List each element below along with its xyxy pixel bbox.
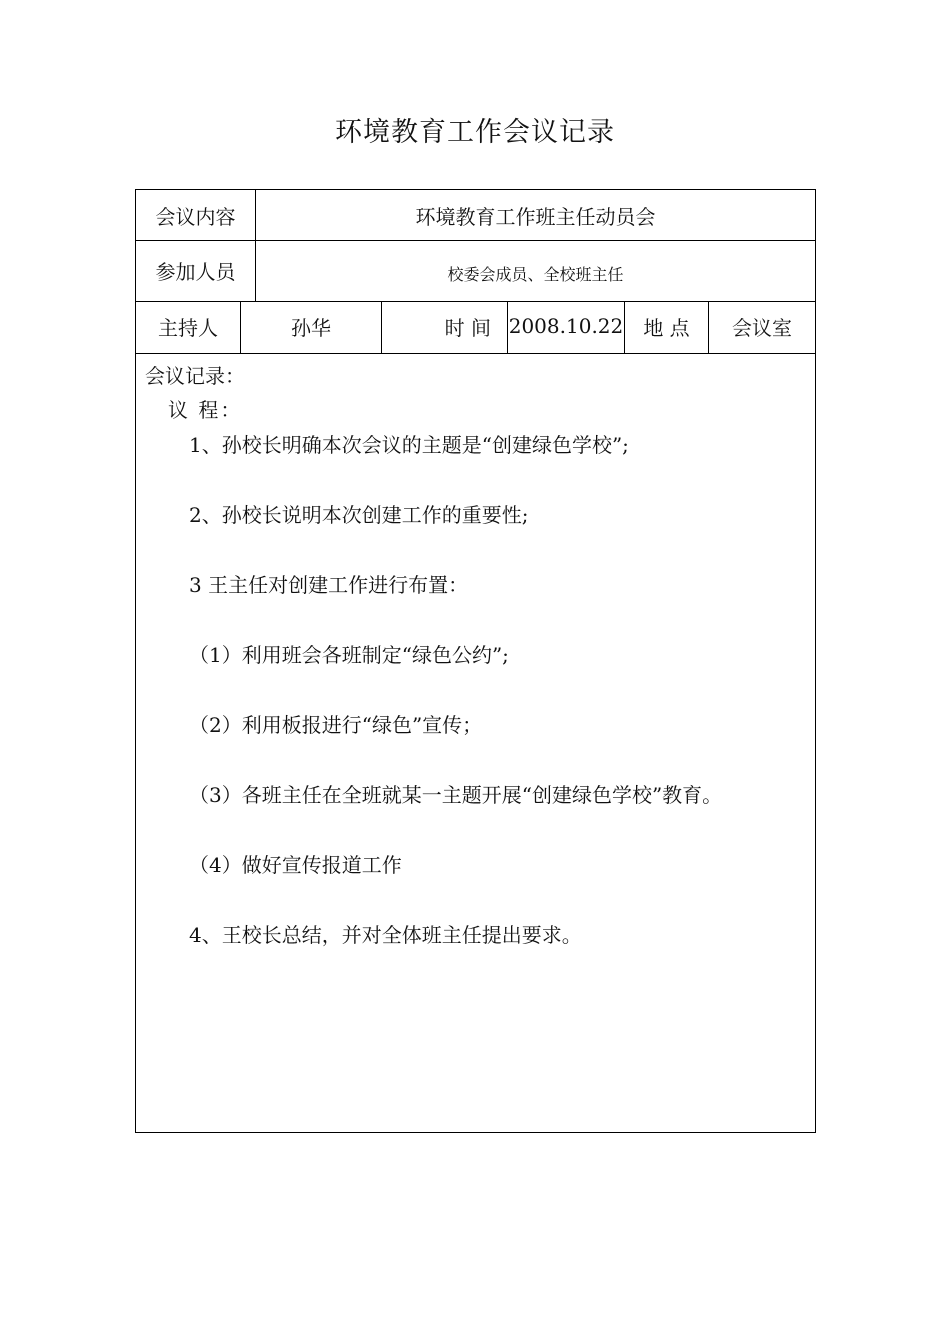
document-title: 环境教育工作会议记录 xyxy=(335,117,615,148)
place-label: 地 点 xyxy=(643,315,690,340)
agenda-item: 2、孙校长说明本次创建工作的重要性; xyxy=(189,503,529,527)
agenda-subitem: （1）利用班会各班制定“绿色公约”; xyxy=(189,643,509,667)
time-label: 时 间 xyxy=(444,315,491,340)
time-value: 2008.10.22 xyxy=(508,314,624,338)
host-value: 孙华 xyxy=(291,315,331,340)
meeting-content-label: 会议内容 xyxy=(155,204,236,229)
place-value: 会议室 xyxy=(732,315,792,340)
agenda-item: 3 王主任对创建工作进行布置： xyxy=(189,573,469,597)
agenda-item: 4、王校长总结，并对全体班主任提出要求。 xyxy=(189,923,582,947)
agenda-item: 1、孙校长明确本次会议的主题是“创建绿色学校”; xyxy=(189,433,629,457)
agenda-subitem: （2）利用板报进行“绿色”宣传； xyxy=(189,713,483,737)
host-label: 主持人 xyxy=(158,315,218,340)
row-divider xyxy=(136,353,815,354)
agenda-label: 议 程： xyxy=(168,398,243,422)
notes-heading: 会议记录： xyxy=(145,364,245,388)
meeting-content-value: 环境教育工作班主任动员会 xyxy=(415,204,656,229)
participants-value: 校委会成员、全校班主任 xyxy=(447,264,624,284)
participants-label: 参加人员 xyxy=(155,259,236,284)
agenda-subitem: （3）各班主任在全班就某一主题开展“创建绿色学校”教育。 xyxy=(189,783,723,807)
meeting-record-table xyxy=(135,189,816,1133)
agenda-subitem: （4）做好宣传报道工作 xyxy=(189,853,402,877)
